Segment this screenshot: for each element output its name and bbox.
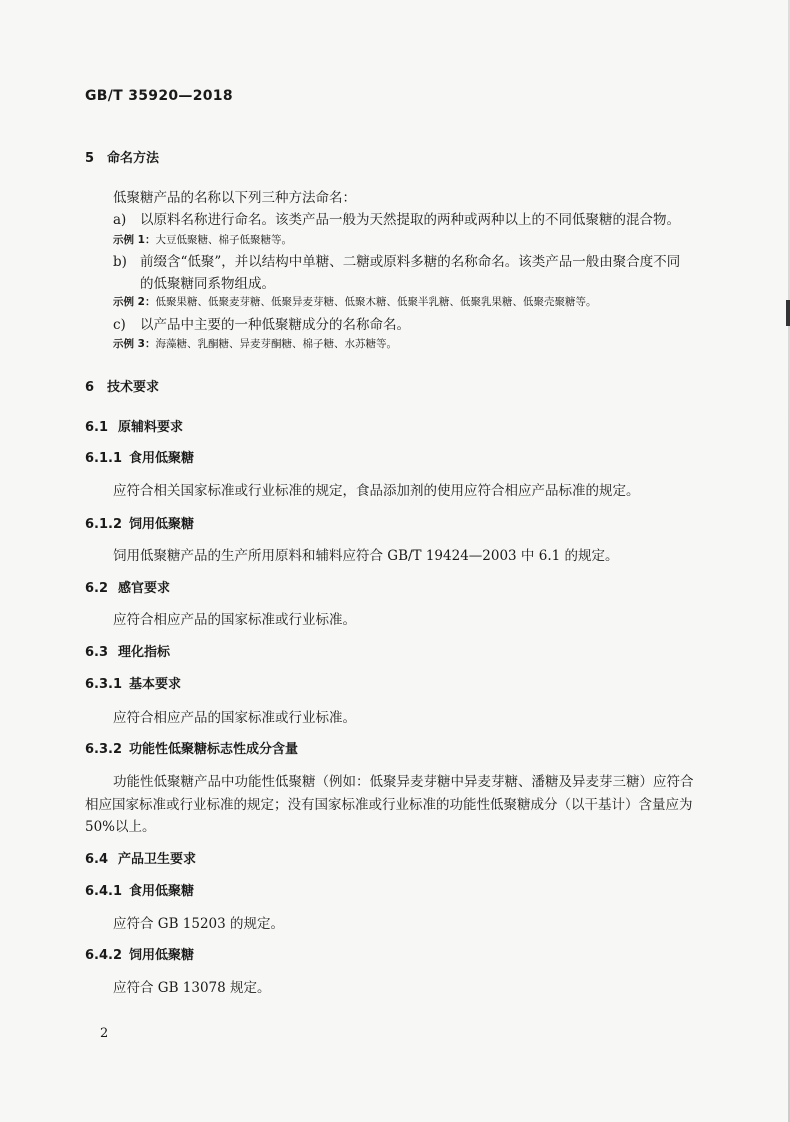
list-item-text: 以产品中主要的一种低聚糖成分的名称命名。 bbox=[140, 317, 410, 333]
section-6-1-2-text: 饲用低聚糖产品的生产所用原料和辅料应符合 GB/T 19424—2003 中 6.1 的规定。 bbox=[113, 548, 619, 564]
section-6-3-2-line-1: 功能性低聚糖产品中功能性低聚糖（例如：低聚异麦芽糖中异麦芽糖、潘糖及异麦芽三糖）应符合 bbox=[113, 774, 694, 790]
section-number: 6.2 bbox=[85, 581, 109, 596]
section-6-3-2-heading bbox=[85, 738, 298, 757]
section-title: 饲用低聚糖 bbox=[129, 948, 195, 963]
section-5-intro: 低聚糖产品的名称以下列三种方法命名： bbox=[113, 190, 356, 206]
section-title: 食用低聚糖 bbox=[129, 884, 195, 899]
section-title: 产品卫生要求 bbox=[118, 852, 197, 867]
section-title: 饲用低聚糖 bbox=[129, 517, 195, 532]
list-item-text: 前缀含“低聚”，并以结构中单糖、二糖或原料多糖的名称命名。该类产品一般由聚合度不同 bbox=[140, 254, 681, 270]
section-6-1-1-text: 应符合相关国家标准或行业标准的规定，食品添加剂的使用应符合相应产品标准的规定。 bbox=[113, 483, 640, 499]
example-1 bbox=[113, 232, 292, 247]
section-title: 功能性低聚糖标志性成分含量 bbox=[129, 742, 299, 757]
section-5-heading bbox=[85, 147, 159, 166]
section-6-2-heading bbox=[85, 577, 170, 596]
section-6-3-2-line-2: 相应国家标准或行业标准的规定；没有国家标准或行业标准的功能性低聚糖成分（以干基计）含量应为 bbox=[85, 797, 693, 813]
section-6-4-heading bbox=[85, 848, 196, 867]
section-number: 6.3 bbox=[85, 645, 109, 660]
example-text: 低聚果糖、低聚麦芽糖、低聚异麦芽糖、低聚木糖、低聚半乳糖、低聚乳果糖、低聚壳聚糖等。 bbox=[155, 296, 597, 308]
section-6-4-2-heading bbox=[85, 944, 194, 963]
page-number: 2 bbox=[100, 1026, 109, 1041]
section-6-3-2-line-3: 50%以上。 bbox=[85, 819, 156, 835]
example-label: 示例 1： bbox=[113, 234, 156, 246]
section-6-heading bbox=[85, 376, 159, 395]
example-label: 示例 3： bbox=[113, 338, 156, 350]
list-item-a bbox=[113, 208, 680, 228]
section-title: 技术要求 bbox=[107, 380, 160, 395]
section-6-4-1-text: 应符合 GB 15203 的规定。 bbox=[113, 916, 285, 932]
section-title: 命名方法 bbox=[107, 151, 160, 166]
section-6-1-heading bbox=[85, 416, 183, 435]
list-item-b-continuation: 的低聚糖同系物组成。 bbox=[140, 276, 275, 292]
example-text: 大豆低聚糖、棉子低聚糖等。 bbox=[155, 234, 292, 246]
section-6-4-2-text: 应符合 GB 13078 规定。 bbox=[113, 980, 271, 996]
list-item-text: 以原料名称进行命名。该类产品一般为天然提取的两种或两种以上的不同低聚糖的混合物。 bbox=[140, 212, 680, 228]
section-title: 感官要求 bbox=[118, 581, 171, 596]
section-number: 6 bbox=[85, 380, 95, 395]
example-2 bbox=[113, 294, 596, 309]
section-title: 原辅料要求 bbox=[118, 420, 184, 435]
section-title: 基本要求 bbox=[129, 677, 182, 692]
section-number: 6.3.1 bbox=[85, 677, 123, 692]
list-marker: b) bbox=[113, 254, 127, 270]
example-label: 示例 2： bbox=[113, 296, 156, 308]
section-number: 5 bbox=[85, 151, 95, 166]
section-6-1-1-heading bbox=[85, 447, 194, 466]
list-marker: a) bbox=[113, 212, 127, 228]
section-number: 6.1.1 bbox=[85, 451, 123, 466]
example-3 bbox=[113, 336, 397, 351]
section-number: 6.4.2 bbox=[85, 948, 123, 963]
section-number: 6.4 bbox=[85, 852, 109, 867]
section-title: 理化指标 bbox=[118, 645, 171, 660]
section-6-3-1-heading bbox=[85, 673, 181, 692]
section-6-1-2-heading bbox=[85, 513, 194, 532]
scan-edge-mark bbox=[786, 300, 790, 326]
standard-number: GB/T 35920—2018 bbox=[85, 88, 233, 104]
section-6-3-1-text: 应符合相应产品的国家标准或行业标准。 bbox=[113, 710, 356, 726]
list-marker: c) bbox=[113, 317, 126, 333]
section-6-4-1-heading bbox=[85, 880, 194, 899]
section-number: 6.1 bbox=[85, 420, 109, 435]
example-text: 海藻糖、乳酮糖、异麦芽酮糖、棉子糖、水苏糖等。 bbox=[155, 338, 397, 350]
section-number: 6.3.2 bbox=[85, 742, 123, 757]
section-title: 食用低聚糖 bbox=[129, 451, 195, 466]
section-6-2-text: 应符合相应产品的国家标准或行业标准。 bbox=[113, 612, 356, 628]
section-6-3-heading bbox=[85, 641, 170, 660]
section-number: 6.1.2 bbox=[85, 517, 123, 532]
list-item-c bbox=[113, 313, 410, 333]
list-item-b bbox=[113, 250, 680, 270]
section-number: 6.4.1 bbox=[85, 884, 123, 899]
